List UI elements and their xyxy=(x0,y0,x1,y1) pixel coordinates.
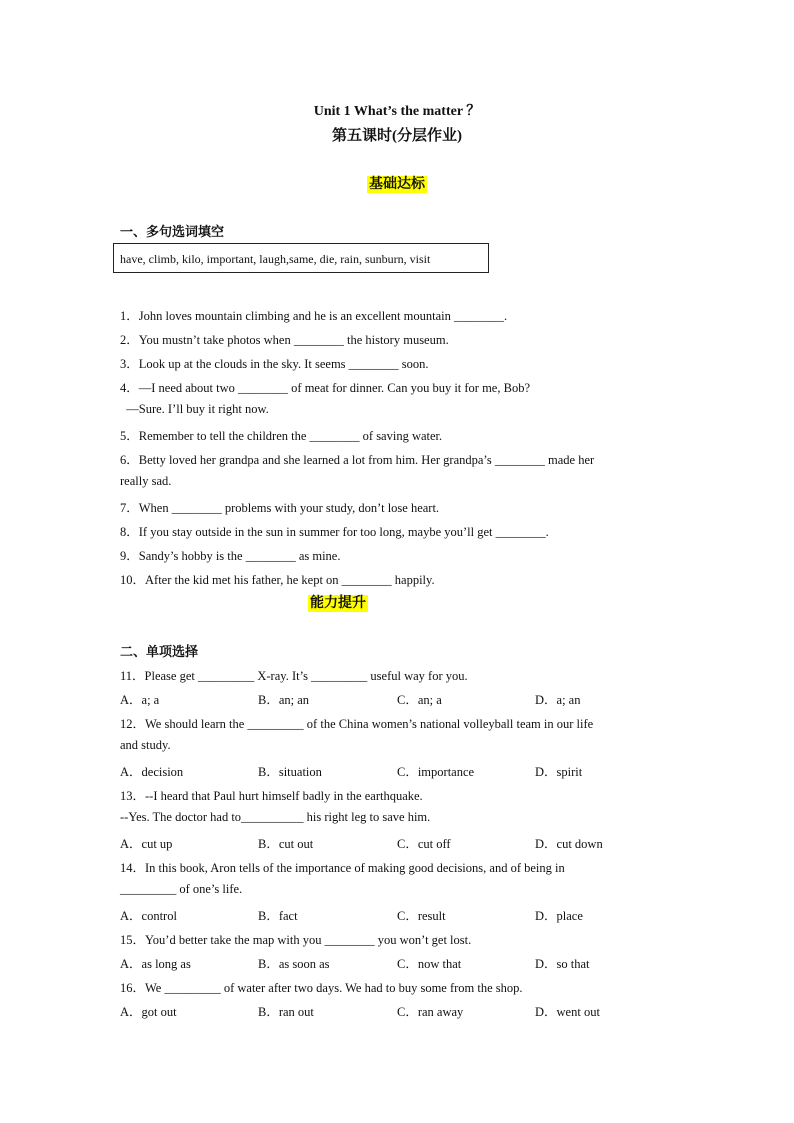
part-two-heading: 二、单项选择 xyxy=(120,644,199,659)
question-line: 11．Please get _________ X-ray. It’s _________ useful way for you. xyxy=(120,669,468,683)
question-line: 2．You mustn’t take photos when ________ the history museum. xyxy=(120,333,449,347)
question-line: really sad. xyxy=(120,474,172,488)
question-line: and study. xyxy=(120,738,171,752)
question-line: 6．Betty loved her grandpa and she learned a lot from him. Her grandpa’s ________ made her xyxy=(120,453,595,467)
option-d: D．place xyxy=(535,909,583,923)
question-line: —Sure. I’ll buy it right now. xyxy=(120,402,269,416)
question-line: 14．In this book, Aron tells of the importance of making good decisions, and of being in xyxy=(120,861,565,875)
question-line: 15．You’d better take the map with you ________ you won’t get lost. xyxy=(120,933,472,947)
option-d: D．went out xyxy=(535,1005,600,1019)
option-a: A．got out xyxy=(120,1005,177,1019)
question-line: _________ of one’s life. xyxy=(120,882,243,896)
option-b: B．situation xyxy=(258,765,322,779)
question-line: 13．--I heard that Paul hurt himself badly in the earthquake. xyxy=(120,789,423,803)
part-one-heading: 一、多句选词填空 xyxy=(120,224,225,239)
option-a: A．decision xyxy=(120,765,184,779)
option-b: B．fact xyxy=(258,909,298,923)
question-line: 9．Sandy’s hobby is the ________ as mine. xyxy=(120,549,341,563)
question-line: 12．We should learn the _________ of the China women’s national volleyball team in our life xyxy=(120,717,594,731)
question-line: 10．After the kid met his father, he kept on ________ happily. xyxy=(120,573,435,587)
option-b: B．as soon as xyxy=(258,957,330,971)
option-b: B．an; an xyxy=(258,693,310,707)
lesson-subtitle: 第五课时(分层作业) xyxy=(332,128,462,144)
option-c: C．cut off xyxy=(397,837,451,851)
option-d: D．cut down xyxy=(535,837,603,851)
option-a: A．control xyxy=(120,909,177,923)
unit-title: Unit 1 What’s the matter ？ xyxy=(313,104,481,119)
option-d: D．so that xyxy=(535,957,590,971)
option-a: A．cut up xyxy=(120,837,173,851)
option-c: C．an; a xyxy=(397,693,442,707)
option-c: C．ran away xyxy=(397,1005,464,1019)
option-c: C．now that xyxy=(397,957,462,971)
advanced-level-badge: 能力提升 xyxy=(310,596,366,611)
question-line: 8．If you stay outside in the sun in summer for too long, maybe you’ll get ________. xyxy=(120,525,549,539)
option-b: B．cut out xyxy=(258,837,314,851)
question-line: 3．Look up at the clouds in the sky. It seems ________ soon. xyxy=(120,357,429,371)
option-b: B．ran out xyxy=(258,1005,314,1019)
option-d: D．a; an xyxy=(535,693,581,707)
option-d: D．spirit xyxy=(535,765,583,779)
question-line: --Yes. The doctor had to__________ his right leg to save him. xyxy=(120,810,431,824)
option-a: A．as long as xyxy=(120,957,191,971)
question-line: 5．Remember to tell the children the ________ of saving water. xyxy=(120,429,443,443)
question-line: 7．When ________ problems with your study, don’t lose heart. xyxy=(120,501,440,515)
question-line: 16．We _________ of water after two days. We had to buy some from the shop. xyxy=(120,981,523,995)
question-line: 4．—I need about two ________ of meat for dinner. Can you buy it for me, Bob? xyxy=(120,381,530,395)
question-line: 1．John loves mountain climbing and he is an excellent mountain ________. xyxy=(120,309,508,323)
basic-level-badge: 基础达标 xyxy=(369,177,425,192)
option-c: C．result xyxy=(397,909,446,923)
option-a: A．a; a xyxy=(120,693,160,707)
option-c: C．importance xyxy=(397,765,475,779)
section-basic-label xyxy=(0,173,794,193)
section-advanced-label xyxy=(308,592,368,612)
word-bank-box: have, climb, kilo, important, laugh,same, die, rain, sunburn, visit xyxy=(113,243,489,273)
